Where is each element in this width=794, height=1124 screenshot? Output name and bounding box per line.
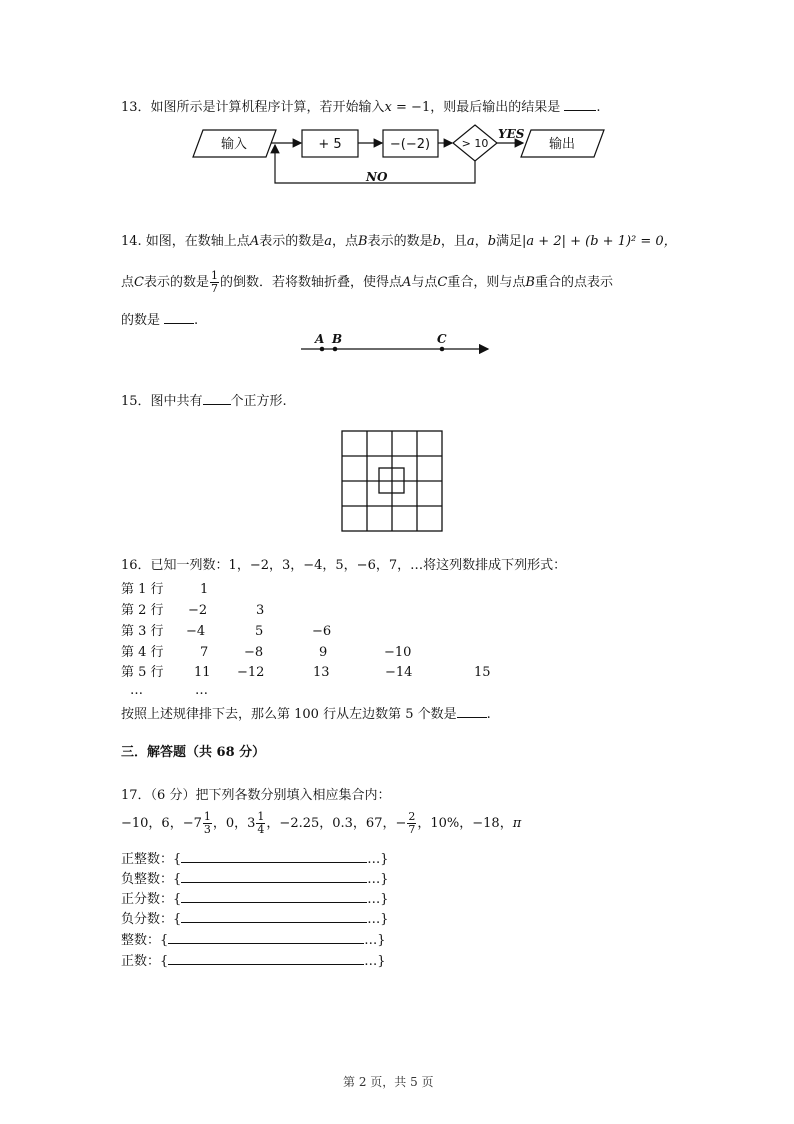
point-a-dot	[320, 347, 325, 352]
set-end: …}	[367, 912, 389, 927]
q15-answer-blank[interactable]	[203, 392, 231, 405]
q17-frac2-num: 1	[257, 810, 265, 824]
section-3-title: 三．解答题（共 68 分）	[121, 745, 266, 760]
q14-line2	[121, 268, 613, 298]
point-b-label: B	[332, 332, 343, 346]
q16-ellipsis: …	[195, 683, 208, 698]
q14-l2f: 重合的点表示	[534, 275, 613, 290]
flow-minus-label: −(−2)	[389, 137, 431, 152]
q16-cell: −10	[384, 645, 412, 660]
flow-condition-label: > 10	[461, 137, 489, 150]
q14-l2e: 重合，则与点	[447, 275, 526, 290]
set-label: 正分数：{	[121, 892, 182, 907]
q17-frac3-den: 7	[408, 823, 416, 836]
set-answer-blank[interactable]	[181, 870, 367, 883]
q16-cell: 5	[255, 624, 264, 639]
q14-l1g: 满足	[496, 234, 523, 249]
q14-l1d: 表示的数是	[367, 234, 433, 249]
q13-var-x: x	[384, 100, 392, 115]
q17-pi: π	[512, 816, 522, 831]
set-row-positive-integers	[121, 850, 389, 866]
page-footer: 第 2 页，共 5 页	[343, 1075, 434, 1089]
flow-yes-label: YES	[498, 127, 525, 141]
q16-cell: 7	[200, 645, 209, 660]
q17-n4: ，10%，−18，	[417, 816, 513, 831]
set-answer-blank[interactable]	[168, 931, 364, 944]
q14-C2: C	[437, 275, 448, 290]
q14-a: a	[324, 234, 332, 249]
q14-b2: b	[487, 234, 497, 249]
q16-cell: 9	[319, 645, 328, 660]
q14-l1a: 14. 如图，在数轴上点	[121, 234, 250, 249]
q14-b: b	[432, 234, 441, 249]
set-label: 正整数：{	[121, 852, 182, 867]
point-b-dot	[333, 347, 338, 352]
set-answer-blank[interactable]	[181, 910, 367, 923]
q14-A: A	[249, 234, 260, 249]
q14-l2c: 的倒数．若将数轴折叠，使得点	[219, 275, 402, 290]
q16-row-label: 第 3 行	[121, 624, 164, 639]
flow-no-label: NO	[366, 170, 388, 184]
q16-end: .	[486, 707, 491, 722]
q14-line3	[121, 311, 198, 327]
q16-cell: 13	[313, 665, 330, 680]
q16-cell: −12	[237, 665, 265, 680]
q17-frac1-num: 1	[203, 810, 211, 824]
set-end: …}	[367, 852, 389, 867]
set-row-integers	[121, 931, 386, 947]
q16-cell: −2	[188, 603, 208, 618]
q17-frac1-den: 3	[203, 823, 211, 836]
q14-fraction	[210, 270, 219, 294]
set-end: …}	[367, 872, 389, 887]
set-label: 正数：{	[121, 954, 169, 969]
q16-row-label: 第 4 行	[121, 645, 164, 660]
q15-text-a: 15．图中共有	[121, 394, 203, 409]
q14-l1b: 表示的数是	[259, 234, 325, 249]
q17-frac-3	[407, 811, 416, 835]
flow-input-label: 输入	[220, 137, 248, 152]
q14-l1f: ，	[474, 234, 488, 249]
q14-line1	[121, 235, 677, 248]
set-row-positive-numbers	[121, 952, 386, 968]
q14-a2: a	[466, 234, 475, 249]
q14-frac-num: 1	[210, 269, 218, 283]
q17-n3: ，−2.25，0.3，67，−	[266, 816, 407, 831]
q16-cell: 15	[474, 665, 491, 680]
q14-l1e: ，且	[440, 234, 467, 249]
q16-row-label: 第 2 行	[121, 603, 164, 618]
q14-B2: B	[525, 275, 535, 290]
q14-condition: |a + 2| + (b + 1)² = 0，	[522, 234, 677, 249]
q14-end: .	[194, 313, 199, 328]
q16-cell: 3	[256, 603, 265, 618]
q14-frac-den: 7	[210, 282, 218, 295]
point-c-dot	[440, 347, 445, 352]
set-row-negative-integers	[121, 870, 389, 886]
q14-l2a: 点	[121, 275, 135, 290]
q16-cell: −8	[244, 645, 264, 660]
q16-answer-blank[interactable]	[457, 705, 487, 718]
flow-plus5-label: + 5	[318, 137, 342, 152]
q14-answer-blank[interactable]	[164, 311, 194, 324]
q16-row-label: 第 1 行	[121, 582, 164, 597]
q15-text	[121, 392, 287, 408]
q13-text-a: 13．如图所示是计算机程序计算，若开始输入	[121, 100, 385, 115]
q16-cell: 11	[194, 665, 211, 680]
q16-question-text: 按照上述规律排下去，那么第 100 行从左边数第 5 个数是	[121, 707, 457, 722]
q14-C: C	[134, 275, 144, 290]
q17-title: 17．（6 分）把下列各数分别填入相应集合内：	[121, 788, 391, 803]
q16-intro: 16．已知一列数：1，−2，3，−4，5，−6，7，…将这列数排成下列形式：	[121, 558, 567, 573]
set-answer-blank[interactable]	[168, 952, 364, 965]
q14-l3: 的数是	[121, 313, 161, 328]
q17-n2: ，0，3	[212, 816, 256, 831]
q16-cell: −14	[385, 665, 413, 680]
set-row-positive-fractions	[121, 890, 389, 906]
point-c-label: C	[437, 332, 447, 346]
flow-output-label: 输出	[548, 137, 576, 152]
q17-frac3-num: 2	[408, 810, 416, 824]
q17-frac2-den: 4	[257, 823, 265, 836]
q16-cell: −4	[186, 624, 206, 639]
q16-row-label: 第 5 行	[121, 665, 164, 680]
q13-end: .	[596, 100, 601, 115]
q16-cell: −6	[312, 624, 332, 639]
set-label: 负整数：{	[121, 872, 182, 887]
q16-ellipsis: …	[130, 683, 143, 698]
set-label: 整数：{	[121, 933, 169, 948]
q16-cell: 1	[200, 582, 209, 597]
q14-B: B	[358, 234, 368, 249]
q14-A2: A	[402, 275, 412, 290]
set-end: …}	[367, 892, 389, 907]
q17-frac-2	[256, 811, 265, 835]
set-end: …}	[364, 954, 386, 969]
q17-numbers	[121, 808, 521, 840]
q17-frac-1	[203, 811, 212, 835]
q14-l1c: ，点	[331, 234, 358, 249]
q16-question	[121, 705, 491, 721]
point-a-label: A	[315, 332, 325, 346]
q15-text-end: 个正方形.	[230, 394, 287, 409]
q14-l2d: 与点	[411, 275, 438, 290]
set-answer-blank[interactable]	[181, 850, 367, 863]
q15-square-grid	[342, 431, 442, 531]
q17-n1: −10，6，−7	[121, 816, 202, 831]
q13-text-eq: = −1，则最后输出的结果是	[391, 100, 561, 115]
set-row-negative-fractions	[121, 910, 389, 926]
set-end: …}	[364, 933, 386, 948]
set-label: 负分数：{	[121, 912, 182, 927]
set-answer-blank[interactable]	[181, 890, 367, 903]
q14-l2b: 表示的数是	[143, 275, 209, 290]
